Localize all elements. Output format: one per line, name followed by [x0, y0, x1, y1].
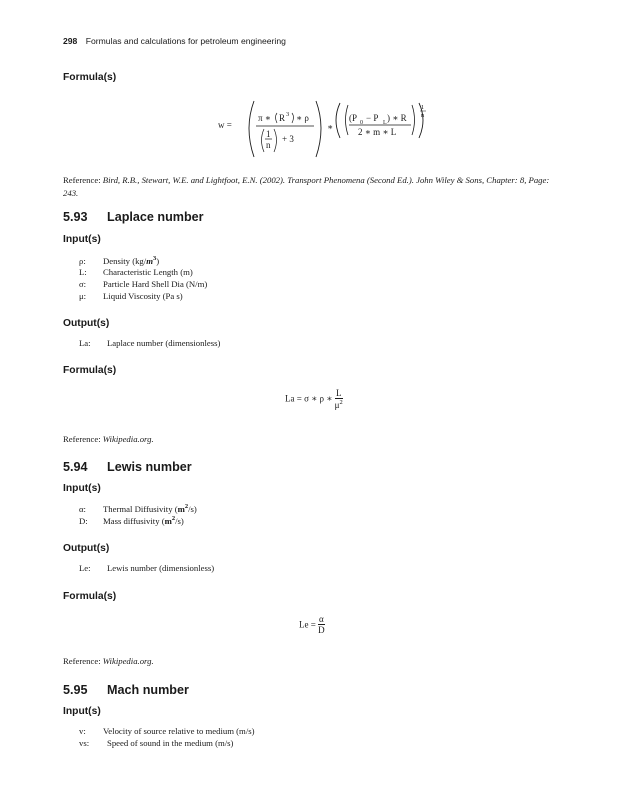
formula-heading: Formula(s) [63, 591, 117, 602]
formula-heading: Formula(s) [63, 365, 117, 376]
input-unit-sup: 2 [171, 515, 176, 522]
input-desc: Particle Hard Shell Dia (N/m) [103, 279, 208, 289]
input-symbol: D: [79, 515, 88, 526]
formula-lhs: w = [218, 120, 232, 130]
output-symbol: Le: [79, 563, 91, 573]
input-row [79, 515, 184, 526]
output-desc: Lewis number (dimensionless) [107, 563, 215, 573]
inner-paren-open [346, 105, 349, 135]
input-desc: Characteristic Length (m) [103, 267, 193, 277]
reference-bird [63, 174, 563, 199]
input-heading: Input(s) [63, 483, 101, 494]
p0-term: (P [349, 113, 358, 123]
section-number: 5.95 [63, 683, 88, 697]
pl-subscript: L [383, 120, 387, 126]
laplace-den: μ [334, 400, 340, 410]
lewis-formula [299, 614, 325, 635]
pl-term: − P [366, 113, 379, 123]
outer-paren-open [336, 103, 340, 138]
section-title: Lewis number [107, 460, 192, 474]
section-title: Mach number [107, 683, 189, 697]
input-unit: m [177, 503, 185, 514]
input-unit-tail: /s) [175, 515, 184, 526]
p0-subscript: 0 [360, 120, 363, 126]
plus-three: + 3 [282, 134, 294, 144]
input-heading: Input(s) [63, 234, 101, 245]
input-symbol: L: [79, 267, 87, 277]
input-unit-tail: /s) [188, 503, 197, 514]
lewis-den: D [318, 625, 325, 635]
star-operator: ∗ [327, 122, 334, 132]
book-title: Formulas and calculations for petroleum engineering [85, 36, 286, 46]
input-row [79, 255, 159, 266]
reference-label: Reference: [63, 434, 101, 444]
r-exponent: 3 [286, 111, 290, 118]
section-number: 5.93 [63, 210, 88, 224]
output-row [79, 563, 214, 573]
section-5-95-heading [63, 683, 189, 697]
input-symbol: ρ: [79, 255, 86, 266]
reference-text: Bird, R.B., Stewart, W.E. and Lightfoot, E.N. (2002). Transport Phenomena (Second Ed.). John Wiley & Sons, Chapter: 8, Page: 243. [63, 175, 550, 198]
input-symbol: vs: [79, 738, 90, 748]
input-symbol: σ: [79, 279, 87, 289]
outer-exp-den: n [421, 112, 425, 119]
reference-wikipedia [63, 433, 563, 446]
reference-label: Reference: [63, 656, 101, 666]
output-desc: Laplace number (dimensionless) [107, 338, 221, 348]
section-5-94-heading [63, 460, 192, 474]
times-rho: ∗ ρ [296, 113, 309, 123]
input-row [79, 279, 207, 289]
r-tail: ) ∗ R [387, 113, 407, 123]
input-row [79, 738, 233, 748]
laplace-lhs: La = σ ∗ ρ ∗ [285, 393, 333, 404]
input-row [79, 726, 255, 736]
input-row [79, 267, 193, 277]
input-heading: Input(s) [63, 706, 101, 717]
input-unit-tail: ) [156, 255, 160, 266]
output-row [79, 338, 220, 348]
n-paren-close [274, 129, 277, 152]
pi-term: π ∗ [258, 113, 271, 123]
input-symbol: α: [79, 503, 86, 514]
input-desc: Velocity of source relative to medium (m/s) [103, 726, 255, 736]
output-heading: Output(s) [63, 318, 110, 329]
output-heading: Output(s) [63, 543, 110, 554]
one-over-n-num: 1 [266, 129, 271, 139]
laplace-den-sup: 2 [339, 399, 343, 406]
lewis-fraction [318, 614, 325, 635]
laplace-formula [285, 388, 343, 410]
formula-heading: Formula(s) [63, 72, 117, 83]
n-paren-open [262, 129, 265, 152]
inner-paren-close [412, 105, 415, 135]
input-unit: m [164, 515, 172, 526]
reference-label: Reference: [63, 175, 101, 185]
input-unit-sup: 2 [184, 503, 189, 510]
input-desc: Speed of sound in the medium (m/s) [107, 738, 234, 748]
input-unit: m [146, 255, 153, 266]
input-row [79, 291, 183, 301]
section-number: 5.94 [63, 460, 88, 474]
laplace-den-wrap [335, 399, 343, 410]
input-unit-sup: 3 [152, 255, 157, 262]
lewis-num: α [318, 614, 324, 624]
page-number: 298 [63, 36, 78, 46]
left-paren [249, 101, 254, 157]
laplace-fraction [335, 388, 343, 410]
input-desc: Mass diffusivity ( [103, 515, 165, 526]
running-head [63, 36, 286, 46]
r-paren-open [276, 113, 278, 123]
reference-wikipedia [63, 655, 563, 668]
input-symbol: v: [79, 726, 86, 736]
section-5-93-heading [63, 210, 204, 224]
laplace-num: L [335, 388, 342, 398]
lewis-lhs: Le = [299, 619, 316, 630]
one-over-n-den: n [266, 140, 271, 150]
r-term: R [279, 113, 286, 123]
r-paren-close [292, 113, 294, 123]
input-desc: Thermal Diffusivity ( [103, 503, 178, 514]
input-desc: Liquid Viscosity (Pa s) [103, 291, 183, 301]
right-paren [316, 101, 321, 157]
reference-text: Wikipedia.org. [102, 434, 154, 444]
outer-exp-num: 1 [421, 104, 425, 111]
output-symbol: La: [79, 338, 91, 348]
second-denominator: 2 ∗ m ∗ L [358, 127, 397, 137]
section-title: Laplace number [107, 210, 204, 224]
input-row [79, 503, 197, 514]
input-symbol: μ: [79, 291, 87, 301]
input-desc: Density (kg/ [103, 255, 147, 266]
reference-text: Wikipedia.org. [102, 656, 154, 666]
